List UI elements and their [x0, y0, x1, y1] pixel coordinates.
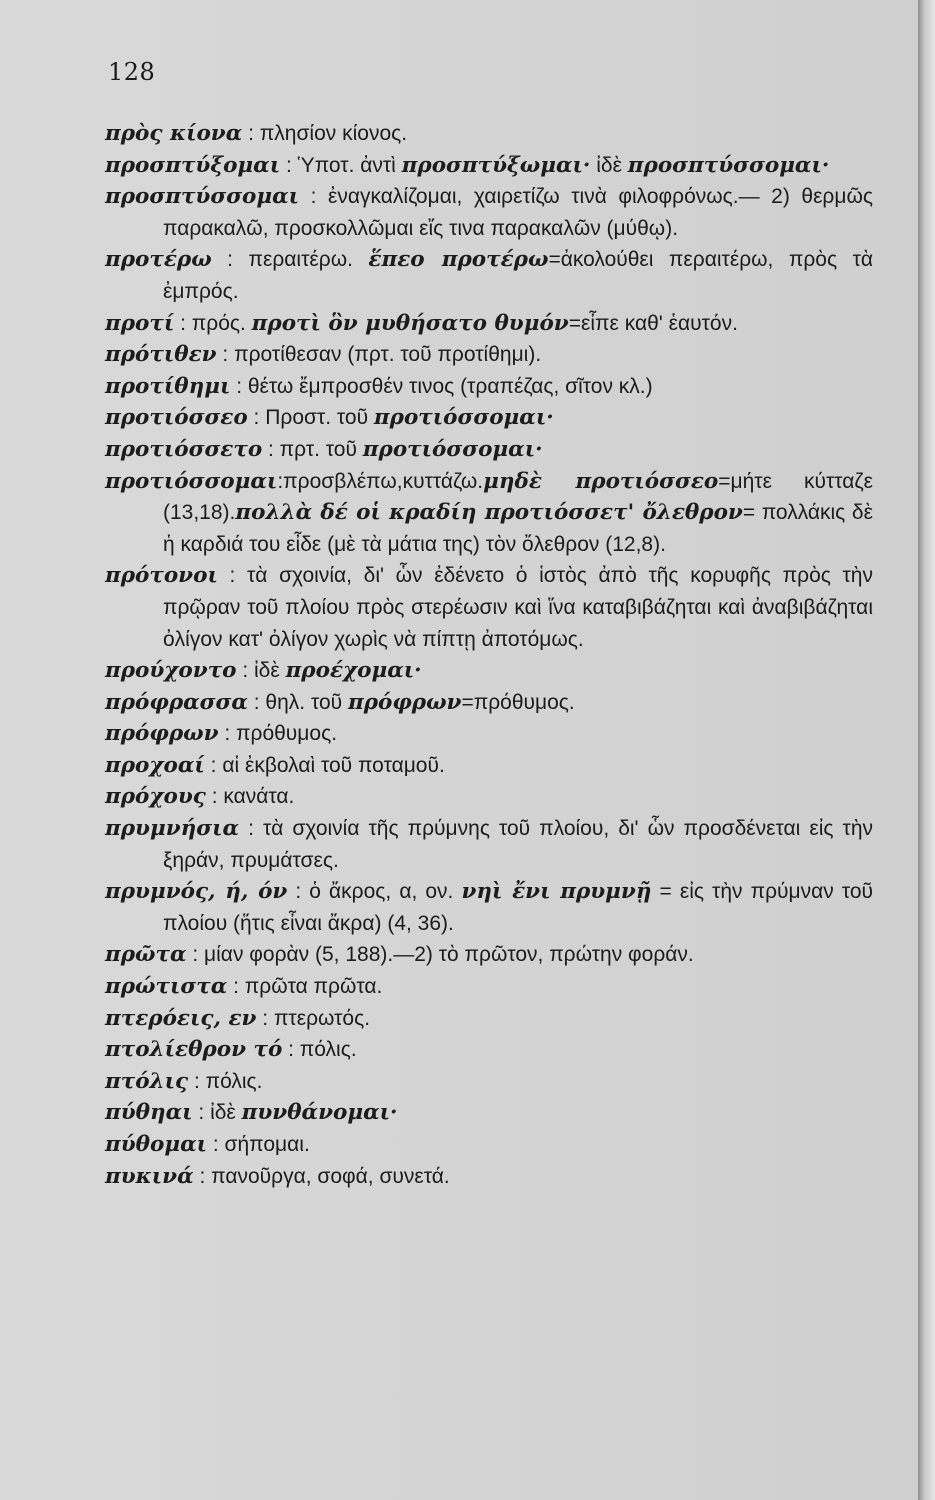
- glossary-entry: [105, 150, 873, 182]
- glossary-entry: [105, 813, 873, 876]
- glossary-entry: [105, 181, 873, 244]
- entry-definition: : πρτ. τοῦ: [262, 437, 363, 461]
- entry-greek-term: προτὶ ὃν μυθήσατο θυμόν: [251, 310, 569, 336]
- glossary-entry: [105, 1161, 873, 1193]
- entry-headword: πρῶτα: [105, 942, 187, 968]
- entry-headword: πρόφρων: [105, 721, 219, 747]
- glossary-entry: [105, 560, 873, 655]
- glossary-entry: [105, 655, 873, 687]
- entry-greek-term: προτιόσσομαι·: [362, 436, 543, 462]
- entry-headword: πτερόεις, εν: [105, 1005, 257, 1031]
- entry-headword: πυκινά: [105, 1163, 194, 1189]
- entry-definition: : ἰδὲ: [236, 659, 286, 683]
- entry-definition: = πολλάκις δὲ ἡ καρδιά του εἶδε (μὲ τὰ μάτια της) τὸν ὄλεθρον (12,8).: [163, 501, 873, 556]
- entry-definition: : πόλις.: [282, 1038, 357, 1062]
- entry-headword: πρυμνήσια: [105, 816, 240, 842]
- entry-definition: : θέτω ἔμπροσθέν τινος (τραπέζας, σῖτον κλ.): [230, 374, 653, 398]
- glossary-entry: [105, 371, 873, 403]
- entry-greek-term: πολλὰ δέ οἱ κραδίη προτιόσσετ' ὄλεθρον: [235, 500, 743, 526]
- entry-headword: πύθομαι: [105, 1132, 208, 1157]
- entry-definition: : τὰ σχοινία τῆς πρύμνης τοῦ πλοίου, δι' ὧν προσδένεται εἰς τὴν ξηράν, πρυμάτσες.: [163, 817, 873, 872]
- glossary-entry: [105, 118, 873, 150]
- entry-definition: : κανάτα.: [205, 785, 295, 809]
- entry-greek-term: προτιόσσομαι·: [373, 405, 554, 431]
- entry-headword: προτιόσσομαι: [105, 468, 278, 494]
- entry-headword: προτιόσσεο: [105, 405, 248, 431]
- entry-definition: : πανοῦργα, σοφά, συνετά.: [193, 1164, 450, 1188]
- entry-headword: πτολίεθρον τό: [105, 1037, 283, 1063]
- entry-headword: πύθηαι: [105, 1100, 193, 1126]
- entry-greek-term: προσπτύσσομαι·: [627, 152, 830, 178]
- entry-definition: =εἶπε καθ' ἑαυτόν.: [568, 311, 738, 335]
- entry-definition: : πρός.: [174, 311, 252, 335]
- entry-definition: : μίαν φορὰν (5, 188).—2) τὸ πρῶτον, πρώτην φοράν.: [186, 943, 694, 967]
- entry-definition: : θηλ. τοῦ: [247, 690, 348, 714]
- entry-definition: : αἱ ἐκβολαὶ τοῦ ποταμοῦ.: [204, 753, 445, 777]
- entry-greek-term: νηὶ ἔνι πρυμνῇ: [461, 879, 652, 905]
- glossary-entry: [105, 971, 873, 1003]
- entry-headword: προσπτύξομαι: [105, 152, 281, 178]
- entry-greek-term: προέχομαι·: [285, 658, 422, 684]
- glossary-entry: [105, 781, 873, 813]
- glossary-entries: [105, 118, 873, 1192]
- glossary-entry: [105, 687, 873, 719]
- entry-definition: =πρόθυμος.: [461, 690, 575, 714]
- glossary-entry: [105, 876, 873, 939]
- glossary-entry: [105, 402, 873, 434]
- entry-definition: : πρόθυμος.: [218, 722, 338, 746]
- entry-definition: =μήτε κύτταζε (13,18).: [163, 469, 873, 525]
- glossary-entry: [105, 939, 873, 971]
- glossary-entry: [105, 1003, 873, 1035]
- entry-greek-term: πρόφρων: [347, 689, 462, 715]
- entry-definition: ἰδὲ: [590, 153, 628, 177]
- entry-greek-term: μηδὲ προτιόσσεο: [483, 468, 719, 494]
- entry-headword: προτιόσσετο: [105, 436, 263, 462]
- entry-definition: : Προστ. τοῦ: [247, 406, 374, 430]
- entry-definition: : Ὑποτ. ἀντὶ: [280, 153, 402, 177]
- entry-definition: : ἐναγκαλίζομαι, χαιρετίζω τινὰ φιλοφρόνως.— 2) θερμῶς παρακαλῶ, προσκολλῶμαι εἴς τινα παρακαλῶν (μύθῳ).: [163, 185, 873, 240]
- entry-definition: = εἰς τὴν πρύμναν τοῦ πλοίου (ἥτις εἶναι ἄκρα) (4, 36).: [163, 880, 873, 935]
- entry-greek-term: πυνθάνομαι·: [241, 1100, 398, 1126]
- entry-definition: : περαιτέρω.: [211, 248, 369, 272]
- entry-headword: πρόχους: [105, 784, 206, 810]
- entry-headword: πρότιθεν: [105, 342, 217, 368]
- glossary-entry: [105, 434, 873, 466]
- entry-headword: πρώτιστα: [105, 974, 228, 1000]
- entry-headword: πρότονοι: [105, 563, 218, 589]
- entry-definition: : τὰ σχοινία, δι' ὧν ἐδένετο ὁ ἱστὸς ἀπὸ τῆς κορυφῆς πρὸς τὴν πρῷραν τοῦ πλοίου πρὸς στερέωσιν καὶ ἵνα καταβιβάζηται καὶ ἀναβιβάζηται ὀλίγον κατ' ὀλίγον χωρὶς νὰ πίπτῃ ἀποτόμως.: [163, 564, 873, 651]
- glossary-entry: [105, 750, 873, 782]
- entry-definition: : προτίθεσαν (πρτ. τοῦ προτίθημι).: [216, 343, 542, 367]
- entry-greek-term: προσπτύξωμαι·: [401, 152, 591, 178]
- glossary-entry: [105, 308, 873, 340]
- entry-definition: : ὁ ἄκρος, α, ον.: [287, 880, 462, 904]
- page-number: 128: [108, 58, 156, 86]
- entry-definition: : ἰδὲ: [192, 1101, 242, 1125]
- entry-definition: : πτερωτός.: [256, 1006, 371, 1030]
- glossary-entry: [105, 339, 873, 371]
- entry-headword: προύχοντο: [105, 658, 237, 684]
- entry-headword: προσπτύσσομαι: [105, 184, 300, 210]
- entry-headword: προτίθημι: [105, 373, 231, 399]
- entry-definition: : σήπομαι.: [207, 1133, 310, 1156]
- entry-definition: :προσβλέπω,κυττάζω.: [277, 469, 484, 493]
- entry-headword: πρυμνός, ή, όν: [105, 879, 288, 905]
- glossary-entry: [105, 244, 873, 307]
- entry-headword: προχοαί: [105, 752, 205, 778]
- entry-headword: πτόλις: [105, 1068, 189, 1094]
- entry-definition: : πλησίον κίονος.: [242, 122, 408, 145]
- glossary-entry: [105, 1097, 873, 1129]
- glossary-entry: [105, 466, 873, 561]
- glossary-entry: [105, 1129, 873, 1161]
- glossary-entry: [105, 1034, 873, 1066]
- entry-definition: : πόλις.: [188, 1069, 263, 1093]
- entry-headword: προτέρω: [105, 247, 212, 273]
- entry-headword: προτί: [105, 310, 175, 336]
- glossary-entry: [105, 718, 873, 750]
- entry-greek-term: ἕπεο προτέρω: [368, 247, 549, 273]
- entry-headword: πρόφρασσα: [105, 689, 248, 715]
- glossary-entry: [105, 1066, 873, 1098]
- entry-headword: πρὸς κίονα: [105, 121, 243, 146]
- entry-definition: : πρῶτα πρῶτα.: [227, 975, 383, 999]
- entry-definition: =ἀκολούθει περαιτέρω, πρὸς τὰ ἐμπρός.: [163, 248, 874, 303]
- page-edge: [918, 0, 935, 1500]
